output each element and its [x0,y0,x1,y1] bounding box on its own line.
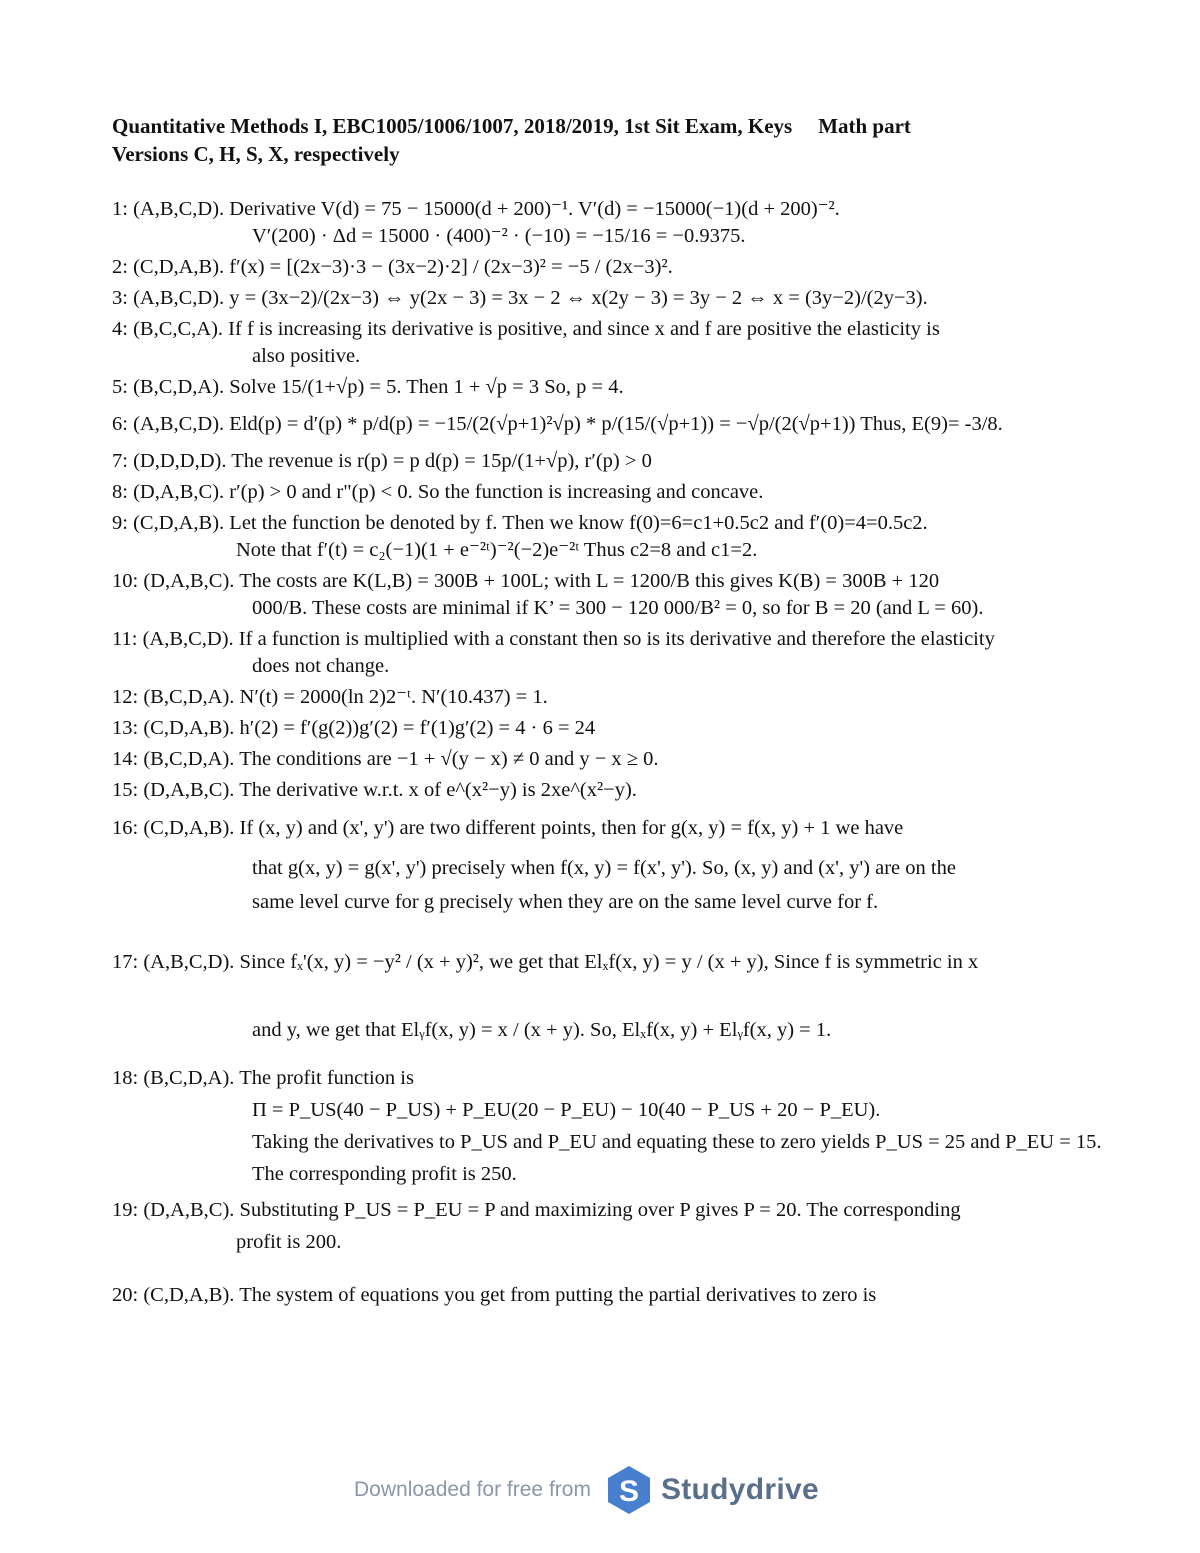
exam-title: Quantitative Methods I, EBC1005/1006/1007, 2018/2019, 1st Sit Exam, Keys [112,114,793,138]
answer-item: 9: (C,D,A,B). Let the function be denoted by f. Then we know f(0)=6=c1+0.5c2 and f′(0)=4=0.5c2. Note that f′(t) = c₂(−1)(1 + e⁻²ᵗ)⁻²(−2)e⁻²ᵗ Thus c2=8 and c1=2. [112,512,928,561]
svg-text:S: S [618,1475,639,1508]
answer-key-list [112,196,1102,1313]
answer-item: 1: (A,B,C,D). Derivative V(d) = 75 − 15000(d + 200)⁻¹. V′(d) = −15000(−1)(d + 200)⁻². V′(200) · Δd = 15000 · (400)⁻² · (−10) = −15/16 = −0.9375. [112,198,840,247]
answer-item: 18: (B,C,D,A). The profit function is Π = P_US(40 − P_US) + P_EU(20 − P_EU) − 10(40 − P_US + 20 − P_EU). Taking the derivatives to P_US and P_EU and equating these to zero yields P_US = 25 and P_EU = 15. The corresponding profit is 250. [112,1067,1102,1185]
answer-item: 8: (D,A,B,C). r′(p) > 0 and r"(p) < 0. So the function is increasing and concave. [112,481,764,503]
studydrive-s-logo-icon [603,1464,655,1516]
answer-item: 10: (D,A,B,C). The costs are K(L,B) = 300B + 100L; with L = 1200/B this gives K(B) = 300B + 120 000/B. These costs are minimal if K’ = 300 − 120 000/B² = 0, so for B = 20 (and L = 60). [112,570,984,619]
answer-item: 20: (C,D,A,B). The system of equations you get from putting the partial derivatives to zero is [112,1284,877,1306]
answer-item: 12: (B,C,D,A). N′(t) = 2000(ln 2)2⁻ᵗ. N′(10.437) = 1. [112,686,548,708]
answer-item: 3: (A,B,C,D). y = (3x−2)/(2x−3) ⇔ y(2x − 3) = 3x − 2 ⇔ x(2y − 3) = 3y − 2 ⇔ x = (3y−2)/(2y−3). [112,287,928,309]
answer-item: 2: (C,D,A,B). f′(x) = [(2x−3)·3 − (3x−2)·2] / (2x−3)² = −5 / (2x−3)². [112,256,673,278]
answer-item: 14: (B,C,D,A). The conditions are −1 + √(y − x) ≠ 0 and y − x ≥ 0. [112,748,659,770]
answer-item: 7: (D,D,D,D). The revenue is r(p) = p d(p) = 15p/(1+√p), r′(p) > 0 [112,450,652,472]
answer-item: 5: (B,C,D,A). Solve 15/(1+√p) = 5. Then 1 + √p = 3 So, p = 4. [112,376,624,398]
answer-item: 6: (A,B,C,D). Eld(p) = d′(p) * p/d(p) = −15/(2(√p+1)²√p) * p/(15/(√p+1)) = −√p/(2(√p+1)) Thus, E(9)= -3/8. [112,413,1003,435]
versions-line: Versions C, H, S, X, respectively [112,142,400,166]
answer-item: 11: (A,B,C,D). If a function is multiplied with a constant then so is its derivative and therefore the elasticity does not change. [112,628,995,677]
downloaded-from-text: Downloaded for free from [354,1478,591,1501]
answer-item: 16: (C,D,A,B). If (x, y) and (x', y') are two different points, then for g(x, y) = f(x, y) + 1 we have that g(x, y) = g(x', y') precisely when f(x, y) = f(x', y'). So, (x, y) and (x', y') are on the same level curve for g precisely when they are on the same level curve for f. [112,817,956,913]
answer-item: 19: (D,A,B,C). Substituting P_US = P_EU = P and maximizing over P gives P = 20. The corresponding profit is 200. [112,1199,961,1253]
math-part-label: Math part [818,114,911,138]
answer-item: 15: (D,A,B,C). The derivative w.r.t. x of e^(x²−y) is 2xe^(x²−y). [112,779,637,801]
studydrive-brand: Studydrive [660,1473,819,1506]
download-footer [354,1460,819,1520]
answer-item: 4: (B,C,C,A). If f is increasing its derivative is positive, and since x and f are positive the elasticity is also positive. [112,318,940,367]
answer-item: 13: (C,D,A,B). h′(2) = f′(g(2))g′(2) = f′(1)g′(2) = 4 · 6 = 24 [112,717,596,739]
answer-item: 17: (A,B,C,D). Since fₓ'(x, y) = −y² / (x + y)², we get that Elₓf(x, y) = y / (x + y), Since f is symmetric in x and y, we get that Elᵧf(x, y) = x / (x + y). So, Elₓf(x, y) + Elᵧf(x, y) = 1. [112,951,979,1041]
document-header [112,112,1112,168]
